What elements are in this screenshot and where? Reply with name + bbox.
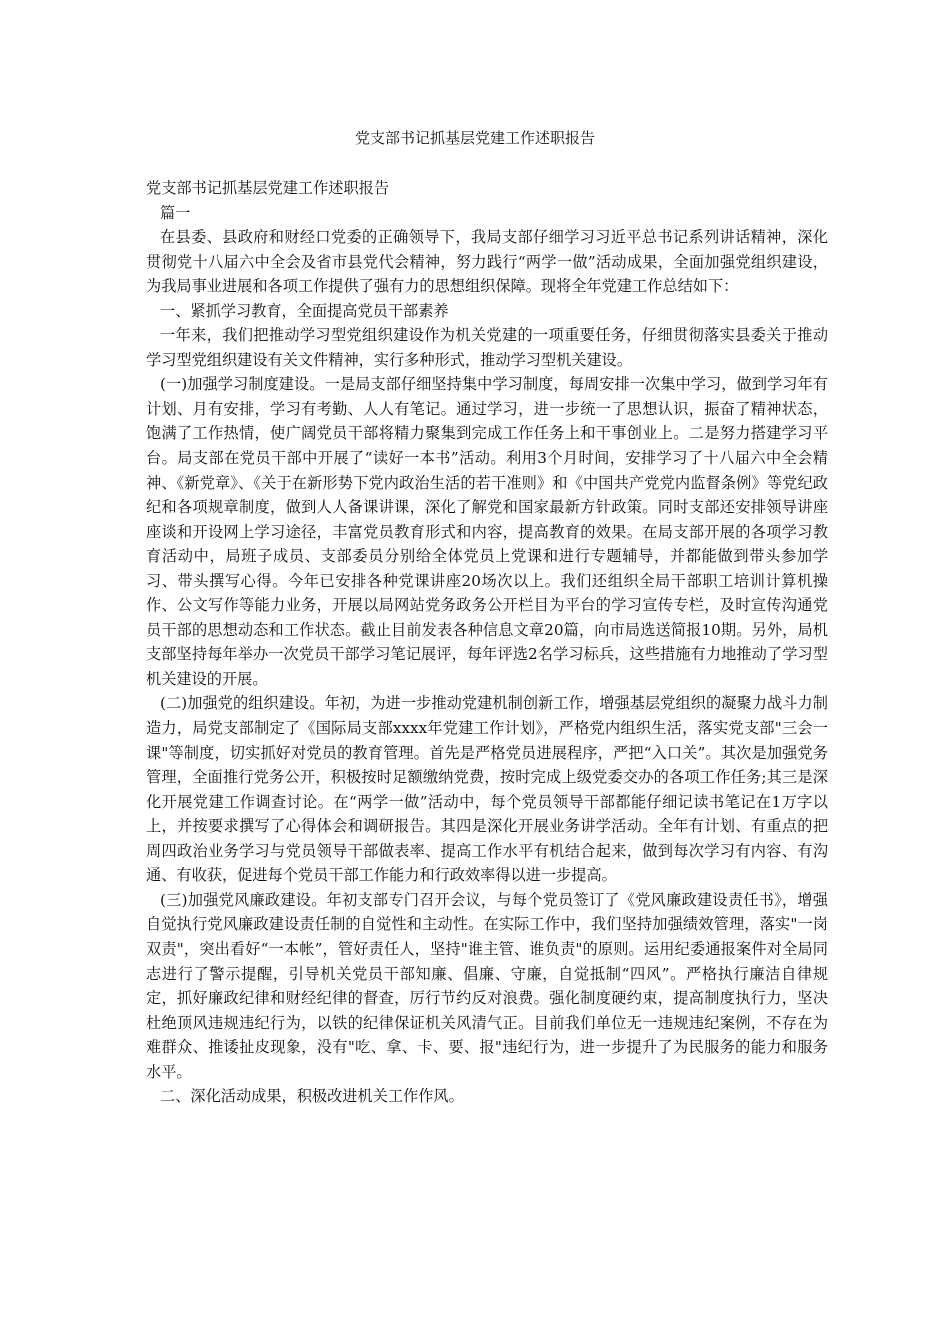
section-heading-1: 一、紧抓学习教育，全面提高党员干部素养 [160,301,449,320]
document-title: 党支部书记抓基层党建工作述职报告 [354,129,595,147]
paragraph-study-system: (一)加强学习制度建设。一是局支部仔细坚持集中学习制度，每周安排一次集中学习，做到学习年有计划、月有安排，学习有考勤、人人有笔记。通过学习，进一步统一了思想认识，振奋了精神状态，饱满了工作热情，使广阔党员干部将精力聚集到完成工作任务上和干事创业上。二是努力搭建学习平台。局支部在党员干部中开展了“读好一本书”活动。利用3个月时间，安排学习了十八届六中全会精神、《新党章》、《关于在新形势下党内政治生活的若干准则》和《中国共产党党内监督条例》等党纪政纪和各项规章制度，做到人人备课讲课，深化了解党和国家最新方针政策。同时支部还安排领导讲座座谈和开设网上学习途径，丰富党员教育形式和内容，提高教育的效果。在局支部开展的各项学习教育活动中，局班子成员、支部委员分别给全体党员上党课和进行专题辅导，并都能做到带头参加学习、带头撰写心得。今年已安排各种党课讲座20场次以上。我们还组织全局干部职工培训计算机操作、公文写作等能力业务，开展以局网站党务政务公开栏目为平台的学习宣传专栏，及时宣传沟通党员干部的思想动态和工作状态。截止目前发表各种信息文章20篇，向市局选送简报10期。另外，局机支部坚持每年举办一次党员干部学习笔记展评，每年评选2名学习标兵，这些措施有力地推动了学习型机关建设的开展。 [146,375,828,688]
paragraph-study-overview: 一年来，我们把推动学习型党组织建设作为机关党建的一项重要任务，仔细贯彻落实县委关于推动学习型党组织建设有关文件精神，实行多种形式，推动学习型机关建设。 [146,326,828,369]
section-heading-2: 二、深化活动成果，积极改进机关工作作风。 [160,1087,464,1106]
intro-paragraph: 在县委、县政府和财经口党委的正确领导下，我局支部仔细学习习近平总书记系列讲话精神，深化贯彻党十八届六中全会及省市县党代会精神，努力践行“两学一做”活动成果，全面加强党组织建设，为我局事业进展和各项工作提供了强有力的思想组织保障。现将全年党建工作总结如下： [146,228,828,296]
paragraph-organization: (二)加强党的组织建设。年初，为进一步推动党建机制创新工作，增强基层党组织的凝聚力战斗力制造力，局党支部制定了《国际局支部xxxx年党建工作计划》，严格党内组织生活，落实党支部"三会一课"等制度，切实抓好对党员的教育管理。首先是严格党员进展程序，严把“入口关”。其次是加强党务管理，全面推行党务公开，积极按时足额缴纳党费，按时完成上级党委交办的各项工作任务;其三是深化开展党建工作调查讨论。在“两学一做”活动中，每个党员领导干部都能仔细记读书笔记在1万字以上，并按要求撰写了心得体会和调研报告。其四是深化开展业务讲学活动。全年有计划、有重点的把周四政治业务学习与党员领导干部做表率、提高工作水平有机结合起来，做到每次学习有内容、有沟通、有收获，促进每个党员干部工作能力和行政效率得以进一步提高。 [146,694,828,885]
document-subtitle: 党支部书记抓基层党建工作述职报告 [146,179,389,197]
paragraph-integrity: (三)加强党风廉政建设。年初支部专门召开会议，与每个党员签订了《党风廉政建设责任书》，增强自觉执行党风廉政建设责任制的自觉性和主动性。在实际工作中，我们坚持加强绩效管理，落实"一岗双责"，突出看好“一本帐”，管好责任人，坚持"谁主管、谁负责"的原则。运用纪委通报案件对全局同志进行了警示提醒，引导机关党员干部知廉、倡廉、守廉，自觉抵制“四风”。严格执行廉洁自律规定，抓好廉政纪律和财经纪律的督查，厉行节约反对浪费。强化制度硬约束，提高制度执行力，坚决杜绝顶风违规违纪行为，以铁的纪律保证机关风清气正。目前我们单位无一违规违纪案例，不存在为难群众、推诿扯皮现象，没有"吃、拿、卡、要、报"违纪行为，进一步提升了为民服务的能力和服务水平。 [146,890,828,1081]
section-label: 篇一 [160,203,191,222]
document-body [146,176,828,1109]
